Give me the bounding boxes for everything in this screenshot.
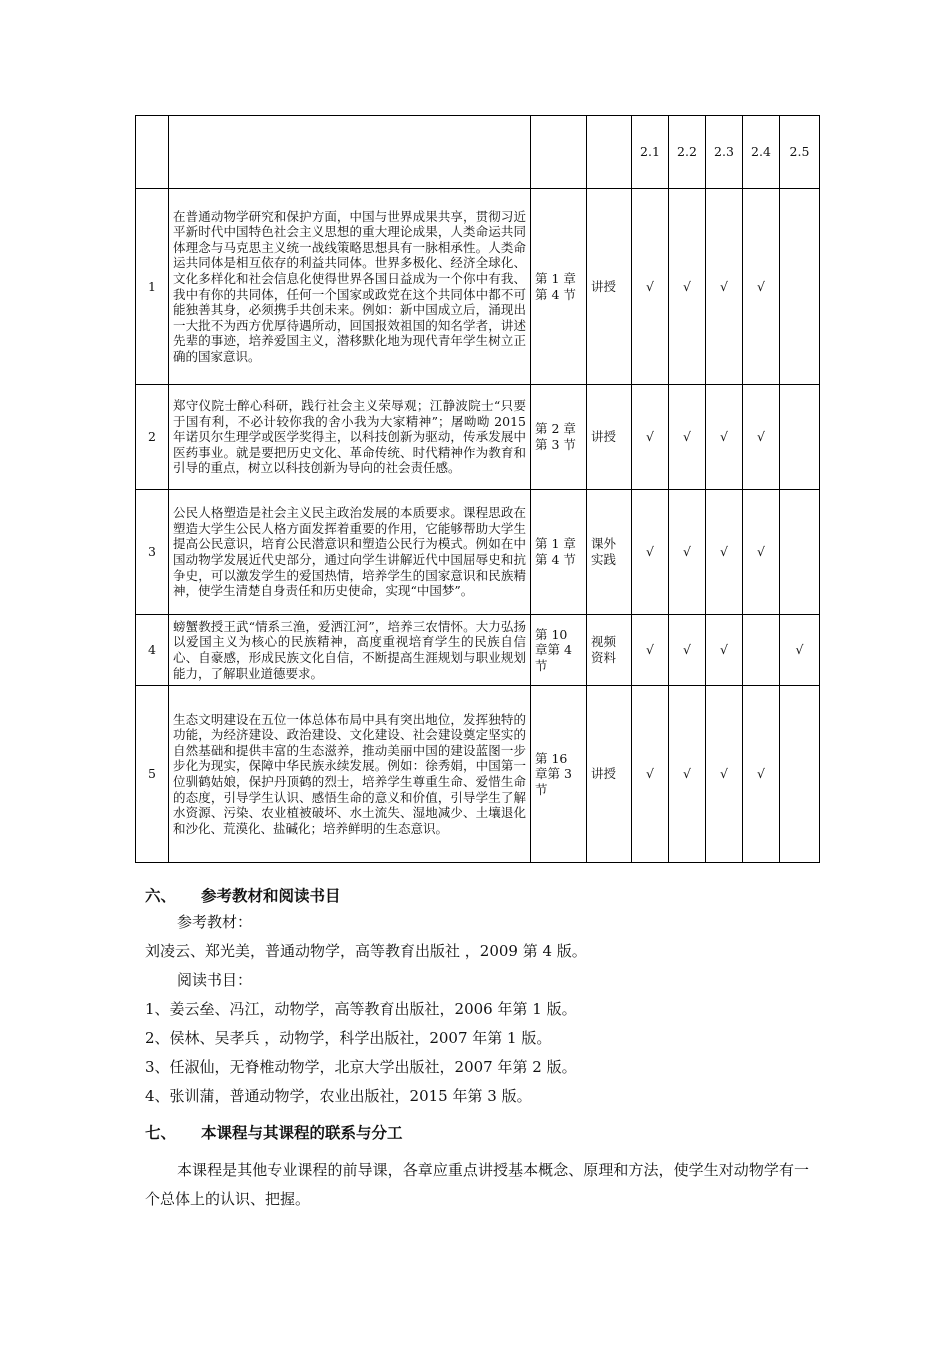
- row-number: 2: [136, 385, 169, 490]
- header-blank: [587, 116, 632, 189]
- reading-item: 1、姜云垒、冯江，动物学，高等教育出版社，2006 年第 1 版。: [145, 1000, 577, 1018]
- check-mark: √: [706, 615, 743, 686]
- row-content: 生态文明建设在五位一体总体布局中具有突出地位，发挥独特的功能，为经济建设、政治建设、文化建设、社会建设奠定坚实的自然基础和提供丰富的生态滋养，推动美丽中国的建设蓝图一步步化为现实，保障中华民族永续发展。例如：徐秀娟，中国第一位驯鹤姑娘，保护丹顶鹤的烈士，培养学生尊重生命、爱惜生命的态度，引导学生认识、感悟生命的意义和价值，引导学生了解水资源、污染、农业植被破坏、水土流失、湿地减少、土壤退化和沙化、荒漠化、盐碱化；培养鲜明的生态意识。: [169, 686, 531, 863]
- check-mark: [780, 385, 820, 490]
- table-row: [136, 385, 820, 490]
- check-mark: √: [706, 490, 743, 615]
- textbook-entry: 刘凌云、郑光美，普通动物学，高等教育出版社 ，2009 第 4 版。: [145, 942, 587, 960]
- header-objective: 2.1: [632, 116, 669, 189]
- check-mark: [743, 615, 780, 686]
- row-chapter: 第 1 章第 4 节: [531, 490, 587, 615]
- reading-item: 4、张训蒲，普通动物学，农业出版社，2015 年第 3 版。: [145, 1087, 532, 1105]
- header-objective: 2.2: [669, 116, 706, 189]
- row-number: 3: [136, 490, 169, 615]
- check-mark: √: [743, 189, 780, 385]
- reading-label: 阅读书目：: [177, 971, 253, 989]
- header-blank: [169, 116, 531, 189]
- table-row: [136, 490, 820, 615]
- row-chapter: 第 16 章第 3 节: [531, 686, 587, 863]
- check-mark: √: [632, 686, 669, 863]
- row-chapter: 第 1 章第 4 节: [531, 189, 587, 385]
- check-mark: √: [669, 385, 706, 490]
- check-mark: √: [669, 189, 706, 385]
- check-mark: √: [632, 189, 669, 385]
- check-mark: √: [706, 189, 743, 385]
- check-mark: √: [743, 490, 780, 615]
- section6-heading: [145, 884, 341, 906]
- section7-number: 七、: [145, 1123, 177, 1142]
- header-objective: 2.5: [780, 116, 820, 189]
- check-mark: √: [743, 686, 780, 863]
- section6-title: 参考教材和阅读书目: [201, 886, 341, 905]
- table-row: [136, 686, 820, 863]
- check-mark: [780, 490, 820, 615]
- header-objective: 2.3: [706, 116, 743, 189]
- row-teaching-mode: 讲授: [587, 189, 632, 385]
- check-mark: √: [632, 490, 669, 615]
- textbook-label: 参考教材：: [177, 913, 253, 931]
- header-blank: [531, 116, 587, 189]
- row-teaching-mode: 课外实践: [587, 490, 632, 615]
- check-mark: √: [706, 385, 743, 490]
- section6-number: 六、: [145, 886, 177, 905]
- check-mark: √: [780, 615, 820, 686]
- check-mark: √: [632, 615, 669, 686]
- row-teaching-mode: 讲授: [587, 385, 632, 490]
- row-chapter: 第 2 章第 3 节: [531, 385, 587, 490]
- table-row: [136, 615, 820, 686]
- row-chapter: 第 10 章第 4 节: [531, 615, 587, 686]
- row-teaching-mode: 视频资料: [587, 615, 632, 686]
- section7-title: 本课程与其课程的联系与分工: [201, 1123, 403, 1142]
- row-content: 公民人格塑造是社会主义民主政治发展的本质要求。课程思政在塑造大学生公民人格方面发挥着重要的作用，它能够帮助大学生提高公民意识，培育公民潜意识和塑造公民行为模式。例如在中国动物学发展近代史部分，通过向学生讲解近代中国屈辱史和抗争史，可以激发学生的爱国热情，培养学生的国家意识和民族精神，使学生清楚自身责任和历史使命，实现“中国梦”。: [169, 490, 531, 615]
- check-mark: √: [743, 385, 780, 490]
- row-content: 螃蟹教授王武“情系三渔，爱洒江河”，培养三农情怀。大力弘扬以爱国主义为核心的民族精神，高度重视培育学生的民族自信心、自豪感，形成民族文化自信，不断提高生涯规划与职业规划能力，了解职业道德要求。: [169, 615, 531, 686]
- check-mark: [780, 686, 820, 863]
- row-content: 郑守仪院士醉心科研，践行社会主义荣辱观；江静波院士“只要于国有利，不必计较你我的舍小我为大家精神”；屠呦呦 2015 年诺贝尔生理学或医学奖得主，以科技创新为驱动，传承发展中医药事业。就是要把历史文化、革命传统、时代精神作为教育和引导的重点，树立以科技创新为导向的社会责任感。: [169, 385, 531, 490]
- header-objective: 2.4: [743, 116, 780, 189]
- table-header-row: [136, 116, 820, 189]
- section7-body: 本课程是其他专业课程的前导课，各章应重点讲授基本概念、原理和方法，使学生对动物学有一个总体上的认识、把握。: [145, 1161, 809, 1208]
- reading-item: 2、侯林、吴孝兵 ，动物学，科学出版社，2007 年第 1 版。: [145, 1029, 552, 1047]
- check-mark: √: [632, 385, 669, 490]
- header-blank: [136, 116, 169, 189]
- row-number: 4: [136, 615, 169, 686]
- check-mark: √: [669, 615, 706, 686]
- row-teaching-mode: 讲授: [587, 686, 632, 863]
- row-number: 5: [136, 686, 169, 863]
- reading-item: 3、任淑仙，无脊椎动物学，北京大学出版社，2007 年第 2 版。: [145, 1058, 577, 1076]
- check-mark: √: [706, 686, 743, 863]
- check-mark: [780, 189, 820, 385]
- row-number: 1: [136, 189, 169, 385]
- row-content: 在普通动物学研究和保护方面，中国与世界成果共享，贯彻习近平新时代中国特色社会主义思想的重大理论成果，人类命运共同体理念与马克思主义统一战线策略思想具有一脉相承性。人类命运共同体是相互依存的利益共同体。世界多极化、经济全球化、文化多样化和社会信息化使得世界各国日益成为一个你中有我、我中有你的共同体，任何一个国家或政党在这个共同体中都不可能独善其身，必须携手共创未来。例如：新中国成立后，涌现出一大批不为西方优厚待遇所动，回国报效祖国的知名学者，讲述先辈的事迹，培养爱国主义，潜移默化地为现代青年学生树立正确的国家意识。: [169, 189, 531, 385]
- table-row: [136, 189, 820, 385]
- section7-heading: [145, 1121, 403, 1143]
- course-ideology-table: [135, 115, 820, 863]
- check-mark: √: [669, 490, 706, 615]
- check-mark: √: [669, 686, 706, 863]
